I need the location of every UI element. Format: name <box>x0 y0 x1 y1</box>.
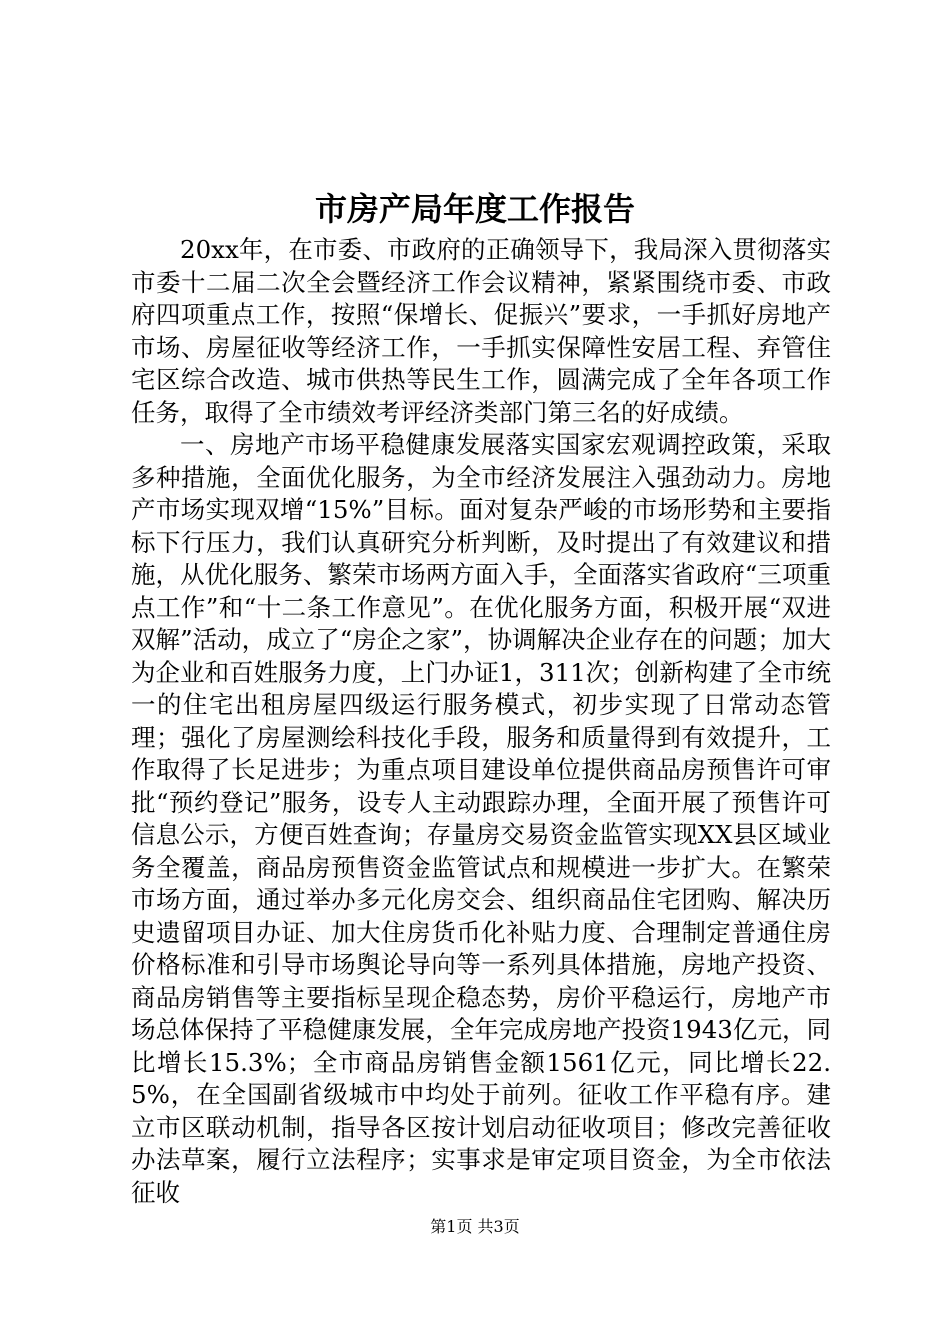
page-footer: 第1页 共3页 <box>430 1217 520 1236</box>
document-title: 市房产局年度工作报告 <box>314 190 635 228</box>
document-body <box>131 234 831 1209</box>
paragraph-intro: 20xx年，在市委、市政府的正确领导下，我局深入贯彻落实市委十二届二次全会暨经济工作会议精神，紧紧围绕市委、市政府四项重点工作，按照“保增长、促振兴”要求，一手抓好房地产市场、房屋征收等经济工作，一手抓实保障性安居工程、弃管住宅区综合改造、城市供热等民生工作，圆满完成了全年各项工作任务，取得了全市绩效考评经济类部门第三名的好成绩。 <box>131 235 831 427</box>
paragraph-section-one: 一、房地产市场平稳健康发展落实国家宏观调控政策，采取多种措施，全面优化服务，为全市经济发展注入强劲动力。房地产市场实现双增“15%”目标。面对复杂严峻的市场形势和主要指标下行压力，我们认真研究分析判断，及时提出了有效建议和措施，从优化服务、繁荣市场两方面入手，全面落实省政府“三项重点工作”和“十二条工作意见”。在优化服务方面，积极开展“双进双解”活动，成立了“房企之家”，协调解决企业存在的问题；加大为企业和百姓服务力度，上门办证1，311次；创新构建了全市统一的住宅出租房屋四级运行服务模式，初步实现了日常动态管理；强化了房屋测绘科技化手段，服务和质量得到有效提升，工作取得了长足进步；为重点项目建设单位提供商品房预售许可审批“预约登记”服务，设专人主动跟踪办理，全面开展了预售许可信息公示，方便百姓查询；存量房交易资金监管实现XX县区域业务全覆盖，商品房预售资金监管试点和规模进一步扩大。在繁荣市场方面，通过举办多元化房交会、组织商品住宅团购、解决历史遗留项目办证、加大住房货币化补贴力度、合理制定普通住房价格标准和引导市场舆论导向等一系列具体措施，房地产投资、商品房销售等主要指标呈现企稳态势，房价平稳运行，房地产市场总体保持了平稳健康发展，全年完成房地产投资1943亿元，同比增长15.3%；全市商品房销售金额1561亿元，同比增长22.5%，在全国副省级城市中均处于前列。征收工作平稳有序。建立市区联动机制，指导各区按计划启动征收项目；修改完善征收办法草案，履行立法程序；实事求是审定项目资金，为全市依法征收 <box>131 430 831 1207</box>
